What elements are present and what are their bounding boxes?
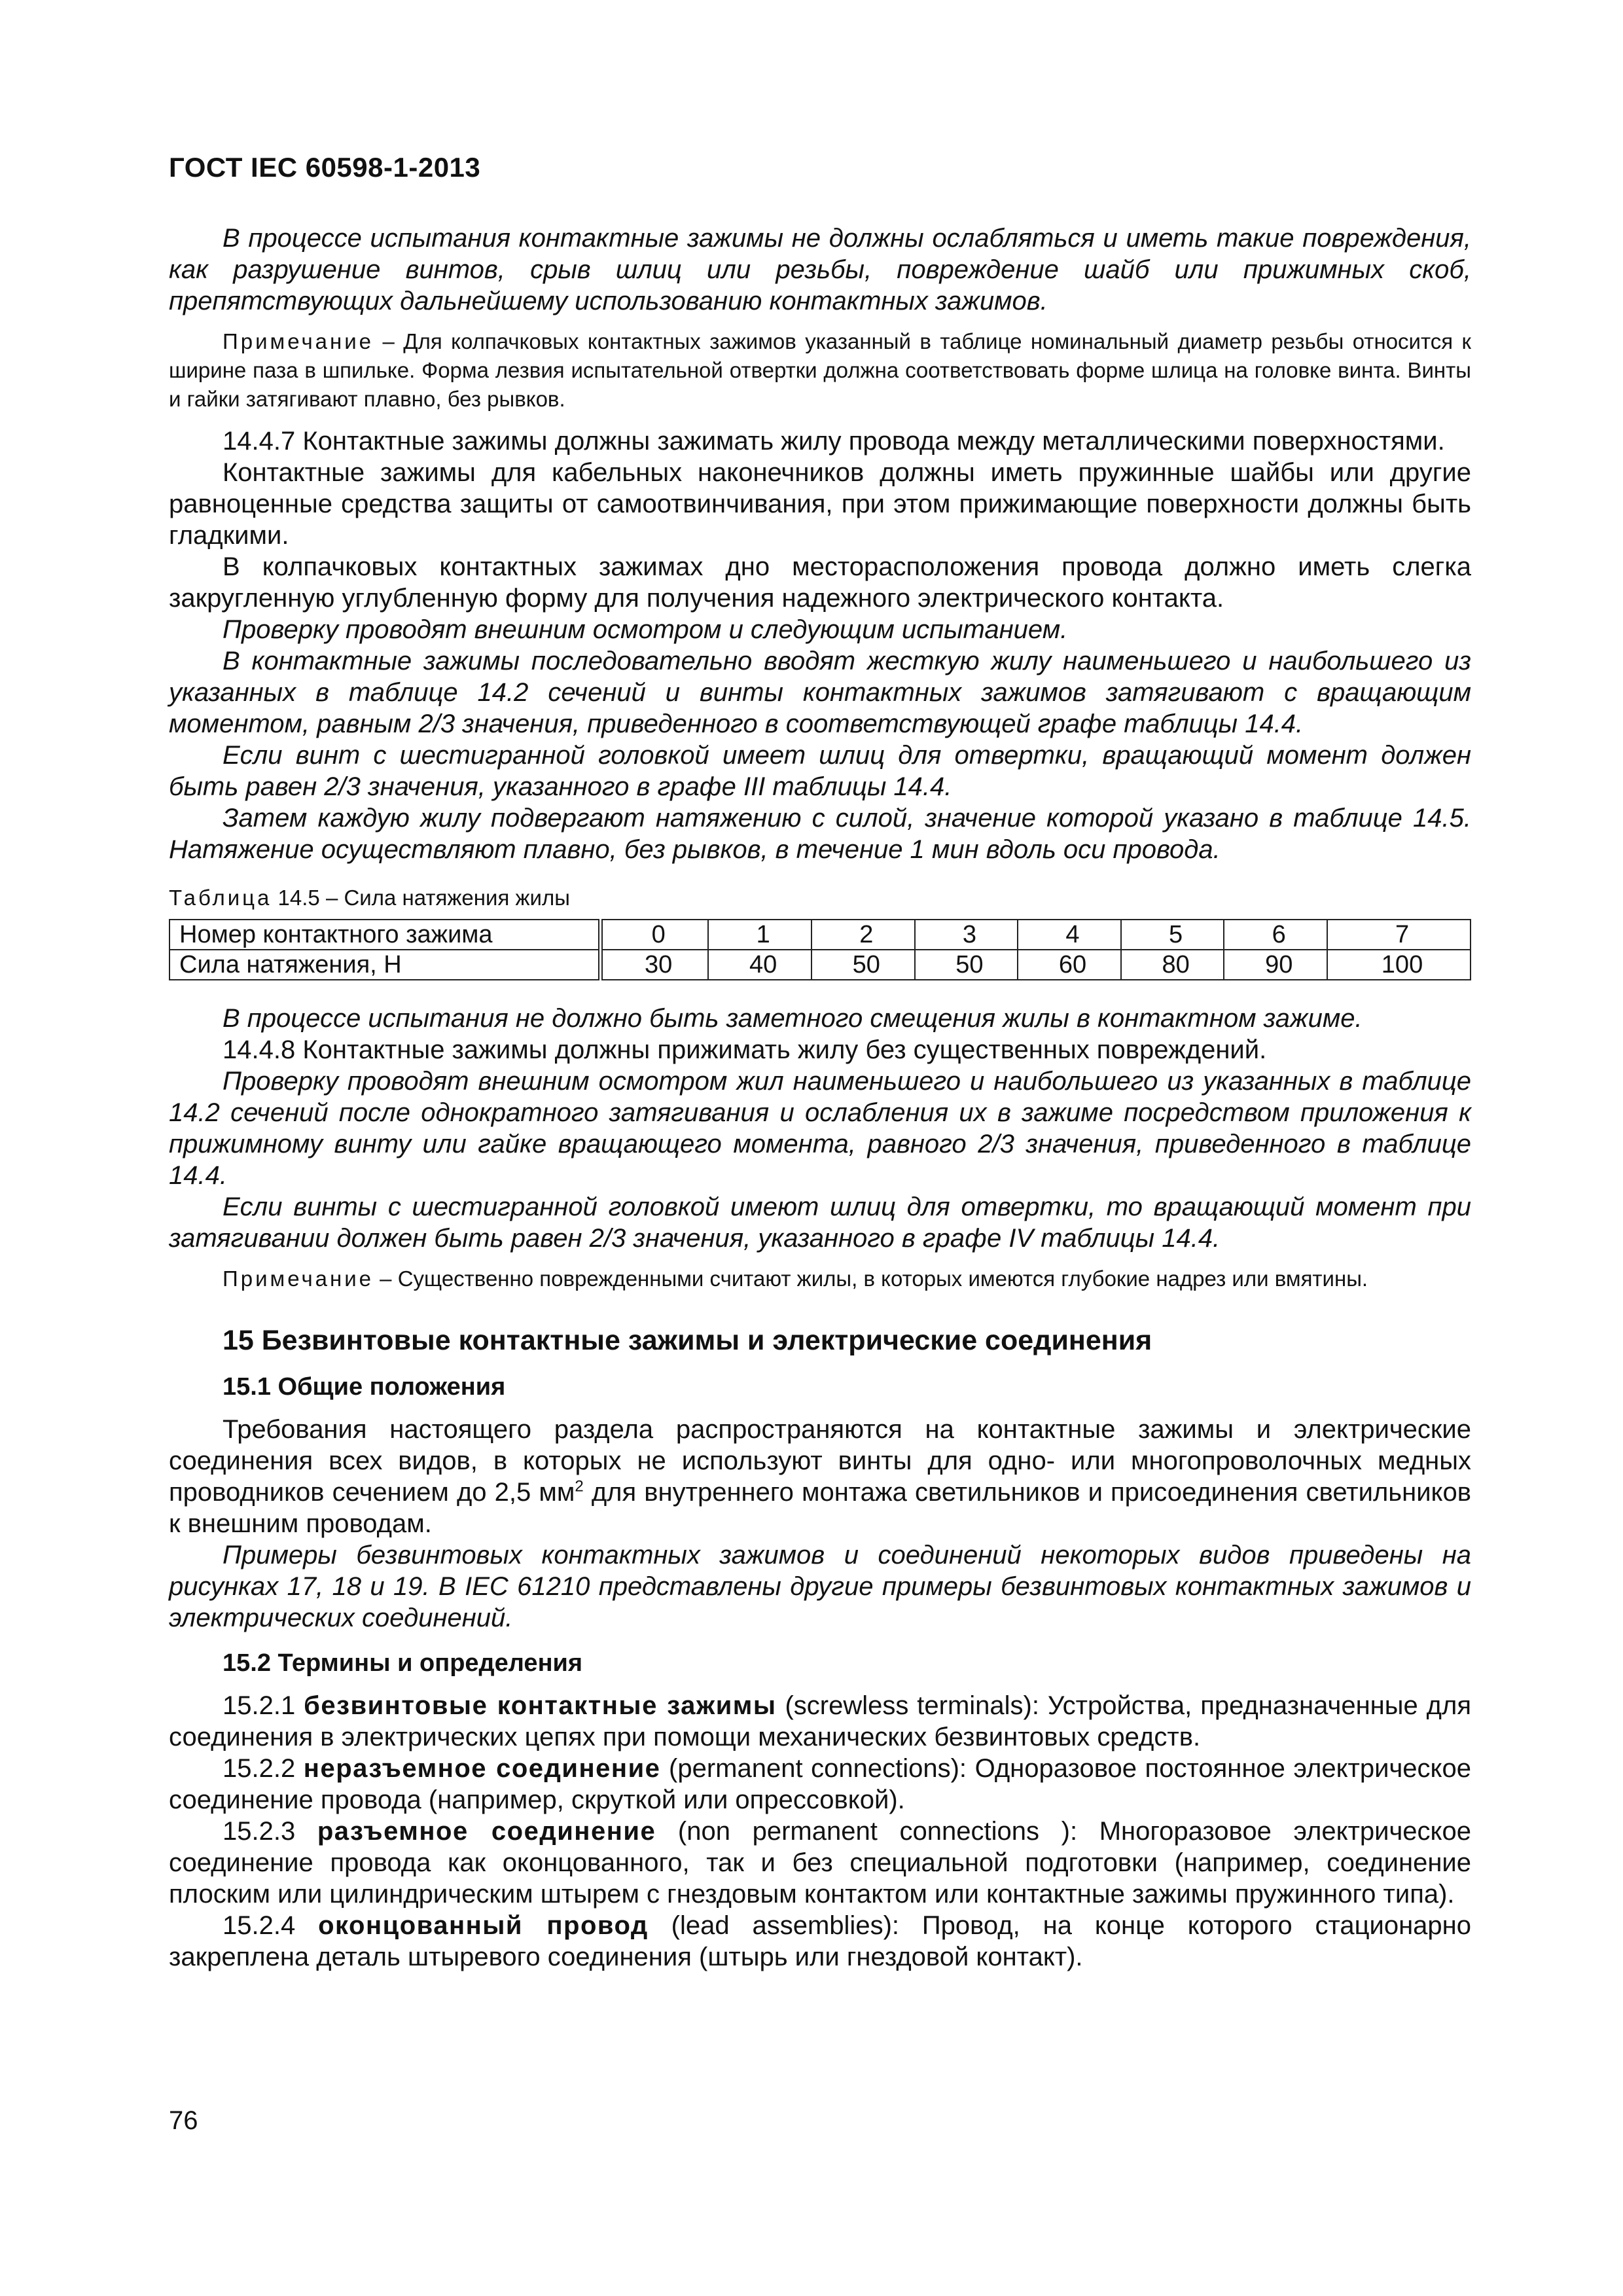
note-1-label: Примечание xyxy=(223,329,374,353)
scope-text-end: для внутреннего монтажа светильников и присоединения светильников к внешним проводам. xyxy=(169,1478,1472,1538)
definition-15-2-3 xyxy=(169,1816,1471,1910)
definition-text: (lead assemblies): Провод, на конце которого стационарно закреплена деталь штыревого соединения (штырь или гнездовой контакт). xyxy=(169,1911,1471,1971)
table-caption xyxy=(169,885,1471,911)
paragraph-insert-wire: В контактные зажимы последовательно вводят жесткую жилу наименьшего и наибольшего из указанных в таблице 14.2 сечений и винты контактных зажимов затягивают с вращающим моментом, равным 2/3 значения, приведенного в соответствующей графе таблицы 14.4. xyxy=(169,647,1471,738)
definition-number: 15.2.4 xyxy=(223,1911,319,1940)
paragraph-14-4-7: 14.4.7 Контактные зажимы должны зажимать жилу провода между металлическими поверхностями. xyxy=(223,427,1445,456)
note-1-text: – Для колпачковых контактных зажимов указанный в таблице номинальный диаметр резьбы относится к ширине паза в шпильке. Форма лезвия испытательной отвертки должна соответствовать форме шлица на головке винта. Винты и гайки затягивают плавно, без рывков. xyxy=(169,329,1471,411)
paragraph-hex-screw-2: Если винты с шестигранной головкой имеют шлиц для отвертки, то вращающий момент при затягивании должен быть равен 2/3 значения, указанного в графе IV таблицы 14.4. xyxy=(169,1193,1471,1253)
paragraph-15-1-examples: Примеры безвинтовых контактных зажимов и соединений некоторых видов приведены на рисунках 17, 18 и 19. В IEC 61210 представлены другие примеры безвинтовых контактных зажимов и электрических соединений. xyxy=(169,1541,1471,1632)
paragraph-cap-terminals: В колпачковых контактных зажимах дно месторасположения провода должно иметь слегка закругленную углубленную форму для получения надежного электрического контакта. xyxy=(169,552,1471,613)
table-cell: 90 xyxy=(1224,950,1327,980)
table-cell: 7 xyxy=(1327,920,1471,950)
definition-term: оконцованный провод xyxy=(318,1911,649,1940)
page-body xyxy=(169,223,1471,1973)
paragraph-15-1-scope xyxy=(169,1414,1471,1539)
paragraph-pull-test: Затем каждую жилу подвергают натяжению с силой, значение которой указано в таблице 14.5. Натяжение осуществляют плавно, без рывков, в течение 1 мин вдоль оси провода. xyxy=(169,804,1471,864)
table-cell: 50 xyxy=(812,950,915,980)
definition-term: разъемное соединение xyxy=(317,1817,656,1846)
paragraph-no-shift: В процессе испытания не должно быть заметного смещения жилы в контактном зажиме. xyxy=(223,1004,1363,1033)
section-15-2-heading: 15.2 Термины и определения xyxy=(223,1649,583,1677)
paragraph-check-2: Проверку проводят внешним осмотром жил наименьшего и наибольшего из указанных в таблице 14.2 сечений после однократного затягивания и ослабления их в зажиме посредством приложения к прижимному винту или гайке вращающего момента, равного 2/3 значения, приведенного в таблице 14.4. xyxy=(169,1067,1471,1190)
pull-force-table xyxy=(169,919,1471,980)
table-cell: 50 xyxy=(915,950,1018,980)
note-2-text: – Существенно поврежденными считают жилы, в которых имеются глубокие надрез или вмятины. xyxy=(374,1266,1368,1291)
table-cell: 40 xyxy=(708,950,812,980)
table-row-label: Номер контактного зажима xyxy=(169,920,601,950)
table-cell: 30 xyxy=(601,950,709,980)
definition-text: (non permanent connections ): Многоразовое электрическое соединение провода как оконцованного, так и без специальной подготовки (например, соединение плоским или цилиндрическим штырем с гнездовым контактом или контактные зажимы пружинного типа). xyxy=(169,1817,1471,1909)
note-1 xyxy=(169,327,1471,414)
paragraph-hex-screw: Если винт с шестигранной головкой имеет шлиц для отвертки, вращающий момент должен быть равен 2/3 значения, указанного в графе III таблицы 14.4. xyxy=(169,741,1471,801)
table-cell: 6 xyxy=(1224,920,1327,950)
table-cell: 100 xyxy=(1327,950,1471,980)
scope-text-start: Требования настоящего раздела распространяются на контактные зажимы и электрические соединения всех видов, в которых не используют винты для одно- или многопроволочных медных проводников сечением до 2,5 мм xyxy=(169,1415,1471,1507)
table-cell: 0 xyxy=(601,920,709,950)
paragraph-14-4-8: 14.4.8 Контактные зажимы должны прижимать жилу без существенных повреждений. xyxy=(223,1035,1267,1064)
superscript: 2 xyxy=(575,1477,584,1496)
paragraph-check-1: Проверку проводят внешним осмотром и следующим испытанием. xyxy=(223,615,1068,644)
table-caption-text: 14.5 – Сила натяжения жилы xyxy=(272,886,570,910)
table-cell: 60 xyxy=(1018,950,1121,980)
table-cell: 2 xyxy=(812,920,915,950)
definition-text: (screwless terminals): Устройства, предназначенные для соединения в электрических цепях при помощи механических безвинтовых средств. xyxy=(169,1691,1472,1751)
table-caption-label: Таблица xyxy=(169,886,272,910)
table-cell: 80 xyxy=(1121,950,1224,980)
page-number: 76 xyxy=(169,2106,198,2135)
table-cell: 1 xyxy=(708,920,812,950)
definition-number: 15.2.2 xyxy=(223,1754,304,1783)
definition-text: (permanent connections): Одноразовое постоянное электрическое соединение провода (например, скруткой или опрессовкой). xyxy=(169,1754,1471,1814)
definition-number: 15.2.1 xyxy=(223,1691,304,1720)
note-2 xyxy=(169,1265,1471,1293)
table-cell: 3 xyxy=(915,920,1018,950)
table-row xyxy=(169,920,1471,950)
definition-15-2-1 xyxy=(169,1690,1471,1753)
definition-number: 15.2.3 xyxy=(223,1817,317,1846)
definition-15-2-2 xyxy=(169,1753,1471,1816)
note-2-label: Примечание xyxy=(223,1266,374,1291)
definition-term: безвинтовые контактные зажимы xyxy=(304,1691,777,1720)
table-cell: 4 xyxy=(1018,920,1121,950)
paragraph-cable-terminals: Контактные зажимы для кабельных наконечников должны иметь пружинные шайбы или другие равноценные средства защиты от самоотвинчивания, при этом прижимающие поверхности должны быть гладкими. xyxy=(169,458,1471,550)
section-15-1-heading: 15.1 Общие положения xyxy=(223,1373,506,1401)
table-row-label: Сила натяжения, Н xyxy=(169,950,601,980)
table-row xyxy=(169,950,1471,980)
section-15-heading: 15 Безвинтовые контактные зажимы и электрические соединения xyxy=(223,1325,1152,1356)
table-cell: 5 xyxy=(1121,920,1224,950)
definition-15-2-4 xyxy=(169,1910,1471,1973)
document-code-header: ГОСТ IEC 60598-1-2013 xyxy=(169,152,481,183)
paragraph-intro: В процессе испытания контактные зажимы не должны ослабляться и иметь такие повреждения, как разрушение винтов, срыв шлиц или резьбы, повреждение шайб или прижимных скоб, препятствующих дальнейшему использованию контактных зажимов. xyxy=(169,224,1471,315)
definition-term: неразъемное соединение xyxy=(303,1754,661,1783)
